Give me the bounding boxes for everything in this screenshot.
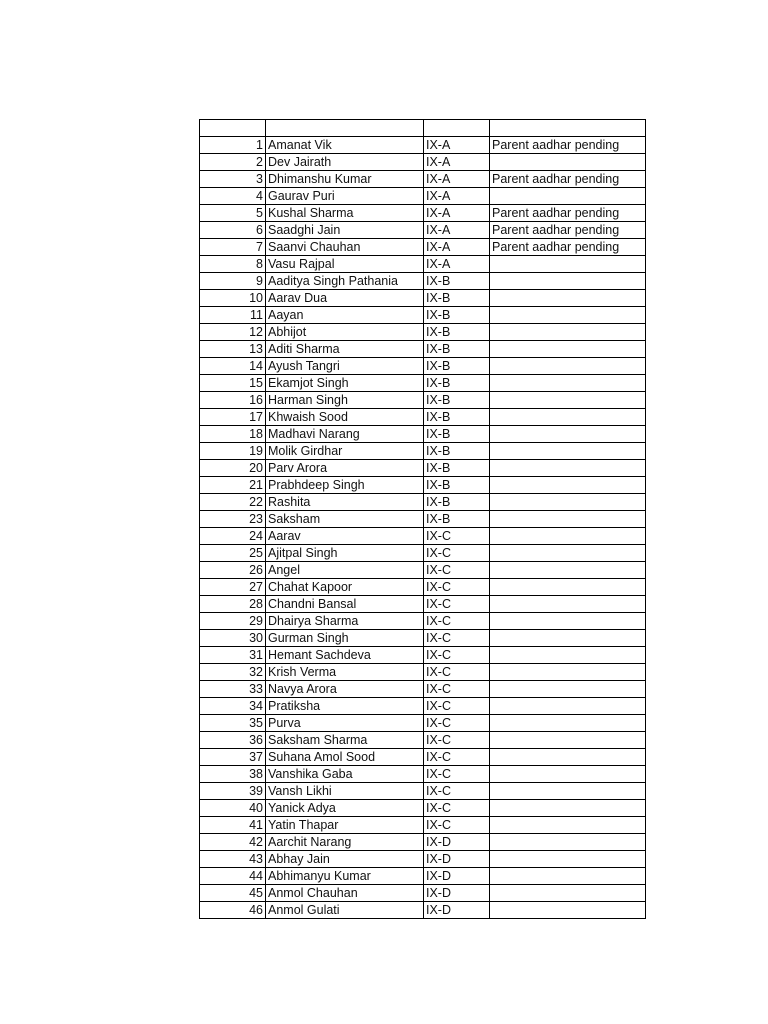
remark-cell [490,595,646,612]
serial-number-cell: 40 [200,799,266,816]
class-section-cell: IX-C [424,646,490,663]
remark-cell [490,187,646,204]
table-row [200,289,646,306]
table-row [200,408,646,425]
table-row [200,170,646,187]
student-name-cell: Aayan [266,306,424,323]
student-name-cell: Navya Arora [266,680,424,697]
table-row [200,765,646,782]
class-section-cell: IX-A [424,221,490,238]
student-name-cell: Gurman Singh [266,629,424,646]
serial-number-cell: 5 [200,204,266,221]
class-section-cell: IX-C [424,578,490,595]
student-name-cell: Yatin Thapar [266,816,424,833]
student-name-cell: Anmol Gulati [266,901,424,918]
remark-cell [490,391,646,408]
remark-cell: Parent aadhar pending [490,238,646,255]
serial-number-cell: 24 [200,527,266,544]
table-row [200,527,646,544]
serial-number-cell: 7 [200,238,266,255]
serial-number-cell: 35 [200,714,266,731]
class-section-cell: IX-C [424,816,490,833]
table-row [200,867,646,884]
class-section-cell: IX-A [424,136,490,153]
serial-number-cell: 44 [200,867,266,884]
student-name-cell: Rashita [266,493,424,510]
student-name-cell: Saadghi Jain [266,221,424,238]
class-section-cell: IX-C [424,697,490,714]
remark-cell [490,306,646,323]
table-row [200,901,646,918]
serial-number-cell: 1 [200,136,266,153]
remark-cell [490,612,646,629]
serial-number-cell: 26 [200,561,266,578]
remark-cell [490,340,646,357]
serial-number-cell: 3 [200,170,266,187]
class-section-cell: IX-A [424,187,490,204]
student-name-cell: Yanick Adya [266,799,424,816]
table-row [200,136,646,153]
class-section-cell: IX-C [424,561,490,578]
serial-number-cell: 22 [200,493,266,510]
class-section-cell: IX-B [424,493,490,510]
remark-cell [490,527,646,544]
remark-cell [490,646,646,663]
class-section-cell: IX-C [424,748,490,765]
remark-cell [490,782,646,799]
student-name-cell: Aarav [266,527,424,544]
student-name-cell: Ajitpal Singh [266,544,424,561]
table-row [200,357,646,374]
serial-number-cell: 14 [200,357,266,374]
class-section-cell: IX-A [424,238,490,255]
student-name-cell: Ekamjot Singh [266,374,424,391]
serial-number-cell: 17 [200,408,266,425]
table-row [200,187,646,204]
remark-cell [490,629,646,646]
serial-number-cell: 30 [200,629,266,646]
class-section-cell: IX-B [424,340,490,357]
table-row [200,697,646,714]
class-section-cell: IX-B [424,425,490,442]
serial-number-cell: 15 [200,374,266,391]
table-row [200,748,646,765]
class-section-cell: IX-D [424,884,490,901]
header-cell-name [266,120,424,137]
class-section-cell: IX-D [424,901,490,918]
student-name-cell: Dhairya Sharma [266,612,424,629]
table-row [200,884,646,901]
class-section-cell: IX-B [424,323,490,340]
remark-cell [490,561,646,578]
serial-number-cell: 23 [200,510,266,527]
class-section-cell: IX-C [424,612,490,629]
serial-number-cell: 19 [200,442,266,459]
student-name-cell: Saksham [266,510,424,527]
table-row [200,238,646,255]
class-section-cell: IX-D [424,850,490,867]
student-name-cell: Saanvi Chauhan [266,238,424,255]
remark-cell [490,578,646,595]
remark-cell [490,408,646,425]
student-name-cell: Amanat Vik [266,136,424,153]
class-section-cell: IX-B [424,289,490,306]
student-name-cell: Aaditya Singh Pathania [266,272,424,289]
class-section-cell: IX-C [424,595,490,612]
remark-cell [490,765,646,782]
table-row [200,629,646,646]
serial-number-cell: 29 [200,612,266,629]
remark-cell [490,714,646,731]
class-section-cell: IX-D [424,867,490,884]
table-row [200,731,646,748]
serial-number-cell: 28 [200,595,266,612]
student-name-cell: Chandni Bansal [266,595,424,612]
serial-number-cell: 6 [200,221,266,238]
remark-cell [490,153,646,170]
table-row [200,663,646,680]
table-row [200,459,646,476]
table-row [200,442,646,459]
table-row [200,544,646,561]
student-name-cell: Anmol Chauhan [266,884,424,901]
serial-number-cell: 27 [200,578,266,595]
serial-number-cell: 9 [200,272,266,289]
table-row [200,306,646,323]
student-name-cell: Madhavi Narang [266,425,424,442]
table-row [200,391,646,408]
serial-number-cell: 33 [200,680,266,697]
table-row [200,595,646,612]
table-row [200,578,646,595]
student-name-cell: Molik Girdhar [266,442,424,459]
class-section-cell: IX-C [424,782,490,799]
serial-number-cell: 31 [200,646,266,663]
remark-cell [490,731,646,748]
student-name-cell: Parv Arora [266,459,424,476]
class-section-cell: IX-C [424,680,490,697]
student-name-cell: Prabhdeep Singh [266,476,424,493]
remark-cell [490,289,646,306]
remark-cell [490,493,646,510]
serial-number-cell: 10 [200,289,266,306]
serial-number-cell: 36 [200,731,266,748]
table-row [200,153,646,170]
serial-number-cell: 25 [200,544,266,561]
class-section-cell: IX-D [424,833,490,850]
remark-cell [490,255,646,272]
serial-number-cell: 21 [200,476,266,493]
student-name-cell: Suhana Amol Sood [266,748,424,765]
class-section-cell: IX-C [424,629,490,646]
class-section-cell: IX-B [424,459,490,476]
table-row [200,272,646,289]
student-name-cell: Vanshika Gaba [266,765,424,782]
table-body [200,120,646,919]
remark-cell [490,833,646,850]
remark-cell [490,544,646,561]
remark-cell [490,799,646,816]
table-row [200,255,646,272]
remark-cell: Parent aadhar pending [490,204,646,221]
remark-cell [490,680,646,697]
table-row [200,425,646,442]
student-name-cell: Vansh Likhi [266,782,424,799]
serial-number-cell: 42 [200,833,266,850]
student-name-cell: Hemant Sachdeva [266,646,424,663]
class-section-cell: IX-C [424,765,490,782]
header-cell-remark [490,120,646,137]
student-name-cell: Purva [266,714,424,731]
student-name-cell: Harman Singh [266,391,424,408]
class-section-cell: IX-C [424,663,490,680]
remark-cell [490,901,646,918]
table-row [200,476,646,493]
student-name-cell: Kushal Sharma [266,204,424,221]
student-name-cell: Abhimanyu Kumar [266,867,424,884]
table-row [200,612,646,629]
student-name-cell: Angel [266,561,424,578]
class-section-cell: IX-B [424,357,490,374]
remark-cell [490,459,646,476]
student-table [199,119,646,919]
student-name-cell: Abhijot [266,323,424,340]
student-name-cell: Saksham Sharma [266,731,424,748]
student-name-cell: Ayush Tangri [266,357,424,374]
class-section-cell: IX-C [424,799,490,816]
class-section-cell: IX-A [424,153,490,170]
serial-number-cell: 34 [200,697,266,714]
table-row [200,340,646,357]
serial-number-cell: 16 [200,391,266,408]
remark-cell [490,884,646,901]
class-section-cell: IX-B [424,272,490,289]
table-row [200,510,646,527]
student-name-cell: Aarav Dua [266,289,424,306]
student-name-cell: Abhay Jain [266,850,424,867]
remark-cell: Parent aadhar pending [490,136,646,153]
student-name-cell: Dhimanshu Kumar [266,170,424,187]
table-row [200,714,646,731]
serial-number-cell: 18 [200,425,266,442]
serial-number-cell: 12 [200,323,266,340]
remark-cell [490,816,646,833]
header-row [200,120,646,137]
remark-cell [490,850,646,867]
serial-number-cell: 32 [200,663,266,680]
class-section-cell: IX-C [424,544,490,561]
remark-cell [490,442,646,459]
table-row [200,799,646,816]
student-name-cell: Pratiksha [266,697,424,714]
serial-number-cell: 46 [200,901,266,918]
serial-number-cell: 8 [200,255,266,272]
remark-cell [490,697,646,714]
student-name-cell: Aarchit Narang [266,833,424,850]
table-row [200,493,646,510]
table-row [200,561,646,578]
serial-number-cell: 43 [200,850,266,867]
class-section-cell: IX-A [424,170,490,187]
serial-number-cell: 4 [200,187,266,204]
remark-cell [490,425,646,442]
remark-cell [490,510,646,527]
class-section-cell: IX-A [424,204,490,221]
serial-number-cell: 20 [200,459,266,476]
student-name-cell: Vasu Rajpal [266,255,424,272]
remark-cell: Parent aadhar pending [490,170,646,187]
remark-cell [490,357,646,374]
table-row [200,323,646,340]
serial-number-cell: 38 [200,765,266,782]
table-row [200,221,646,238]
header-cell-sn [200,120,266,137]
class-section-cell: IX-C [424,714,490,731]
student-name-cell: Khwaish Sood [266,408,424,425]
student-name-cell: Dev Jairath [266,153,424,170]
remark-cell [490,374,646,391]
class-section-cell: IX-B [424,374,490,391]
class-section-cell: IX-C [424,731,490,748]
remark-cell [490,476,646,493]
header-cell-class [424,120,490,137]
serial-number-cell: 45 [200,884,266,901]
remark-cell [490,323,646,340]
remark-cell [490,663,646,680]
class-section-cell: IX-B [424,306,490,323]
class-section-cell: IX-A [424,255,490,272]
serial-number-cell: 2 [200,153,266,170]
remark-cell [490,867,646,884]
remark-cell [490,748,646,765]
table-row [200,850,646,867]
serial-number-cell: 37 [200,748,266,765]
table-row [200,204,646,221]
student-name-cell: Gaurav Puri [266,187,424,204]
student-name-cell: Krish Verma [266,663,424,680]
class-section-cell: IX-B [424,510,490,527]
class-section-cell: IX-B [424,442,490,459]
table-row [200,680,646,697]
student-name-cell: Aditi Sharma [266,340,424,357]
serial-number-cell: 13 [200,340,266,357]
remark-cell [490,272,646,289]
serial-number-cell: 39 [200,782,266,799]
table-row [200,833,646,850]
class-section-cell: IX-B [424,408,490,425]
remark-cell: Parent aadhar pending [490,221,646,238]
class-section-cell: IX-B [424,391,490,408]
serial-number-cell: 41 [200,816,266,833]
table-row [200,782,646,799]
table-row [200,646,646,663]
serial-number-cell: 11 [200,306,266,323]
table-row [200,816,646,833]
student-name-cell: Chahat Kapoor [266,578,424,595]
class-section-cell: IX-C [424,527,490,544]
class-section-cell: IX-B [424,476,490,493]
table-row [200,374,646,391]
